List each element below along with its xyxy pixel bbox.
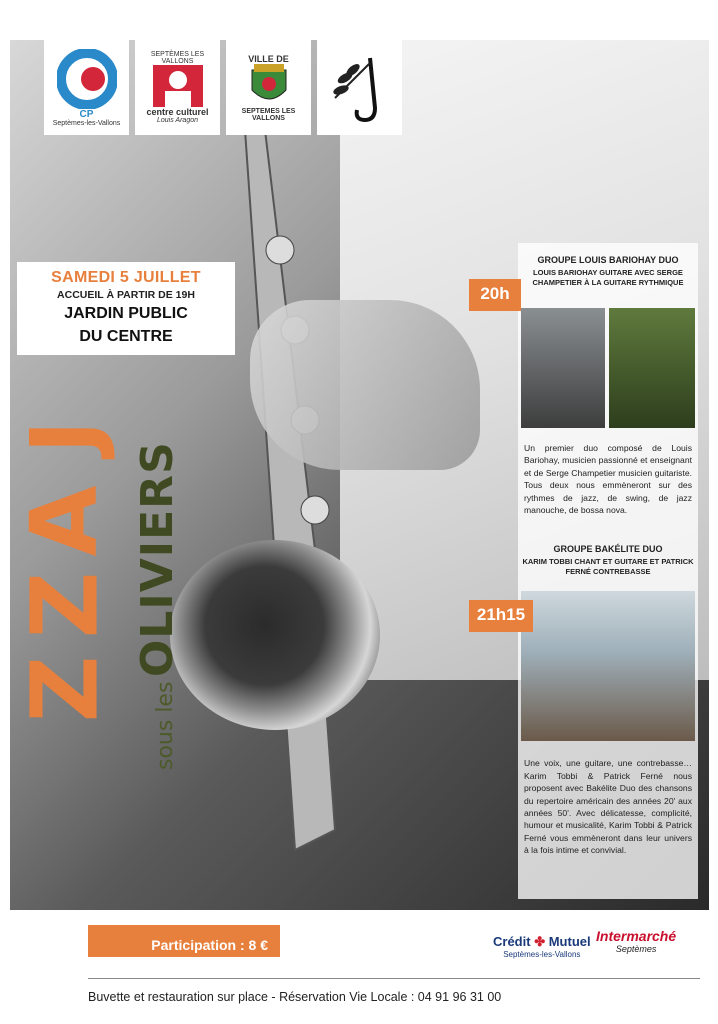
crest-icon [250, 64, 288, 108]
footer-text: Buvette et restauration sur place - Réservation Vie Locale : 04 91 96 31 00 [88, 990, 502, 1004]
olive-branch-saxophone-icon [325, 48, 395, 128]
sous-les-oliviers [132, 441, 183, 770]
portrait-icon [153, 65, 203, 107]
cp-logo-icon [57, 49, 117, 109]
centre-culturel-name: centre culturel [146, 107, 209, 117]
sous-les-text: sous les [153, 681, 178, 770]
centre-culturel-top: SEPTÈMES LES VALLONS [150, 51, 205, 65]
hand [250, 300, 480, 470]
credit-mutuel-name-b: Mutuel [548, 934, 591, 949]
event-info-box [17, 262, 235, 355]
concert1-photos [518, 308, 698, 428]
ville-bottom: SEPTEMES LES VALLONS [241, 107, 296, 122]
ville-top: VILLE DE [248, 53, 289, 64]
saxophone-icon [225, 130, 365, 890]
centre-culturel-signature: Louis Aragon [157, 117, 198, 124]
cp-caption: Septèmes-les-Vallons [52, 119, 121, 127]
venue-line1: JARDIN PUBLIC [64, 305, 188, 322]
credit-mutuel-emblem-icon: ✤ [534, 934, 546, 949]
event-date: SAMEDI 5 JUILLET [51, 269, 201, 286]
cp-letters: CP [79, 108, 94, 120]
jazz-letter-4: Z [11, 655, 118, 723]
logos-row [44, 40, 402, 135]
concert2-members: KARIM TOBBI CHANT ET GUITARE ET PATRICK FERNÉ CONTREBASSE [522, 557, 694, 577]
jazz-letter-3: Z [11, 571, 118, 639]
cp-logo [44, 40, 129, 135]
concert1-group: GROUPE LOUIS BARIOHAY DUO [537, 255, 679, 265]
intermarche-sub: Septèmes [615, 944, 657, 954]
concert1-members: LOUIS BARIOHAY GUITARE AVEC SERGE CHAMPETIER À LA GUITARE RYTHMIQUE [532, 268, 684, 287]
concert2-description: Une voix, une guitare, une contrebasse… Karim Tobbi & Patrick Ferné nous proposent avec Bakélite Duo des chansons du repertoire américain des années 20' aux années 50'. Avec délicatesse, complicité, humour et musicalité, Karim Tobbi & Patrick Ferné vous emmèneront dans leur univers à la fois intime et convivial. [524, 758, 692, 856]
jazz-title [10, 395, 119, 731]
credit-mutuel-sub: Septèmes-les-Vallons [503, 950, 581, 959]
credit-mutuel-name-a: Crédit [493, 934, 531, 949]
louis-bariohay-photo [521, 308, 605, 428]
concert2-time: 21h15 [469, 600, 533, 632]
credit-mutuel-logo [493, 934, 591, 959]
centre-culturel-logo [135, 40, 220, 135]
program-panel [518, 243, 698, 899]
concert2-group: GROUPE BAKÉLITE DUO [553, 544, 663, 555]
concert1-description: Un premier duo composé de Louis Bariohay, musicien passionné et enseignant et de Serge Champetier musicien guitariste. Tous deux nous emmèneront sur des rythmes de jazz, de swing, de jazz manouche, de bossa nova. [524, 443, 692, 516]
jazz-letter-2: A [11, 485, 119, 557]
intermarche-logo [596, 928, 676, 954]
ville-logo [226, 40, 311, 135]
concert1-time: 20h [469, 279, 521, 311]
jazz-letter-1: J [10, 419, 118, 455]
intermarche-name: Intermarché [596, 928, 677, 944]
serge-champetier-photo [609, 308, 695, 428]
saxophone-bell [170, 540, 380, 730]
event-welcome: ACCUEIL À PARTIR DE 19H [57, 289, 195, 301]
bakelite-duo-photo [521, 591, 695, 741]
olive-sax-logo [317, 40, 402, 135]
venue-line2: DU CENTRE [79, 328, 173, 345]
divider [88, 978, 700, 979]
participation-banner: Participation : 8 € [88, 925, 280, 957]
oliviers-text: OLIVIERS [132, 441, 183, 678]
